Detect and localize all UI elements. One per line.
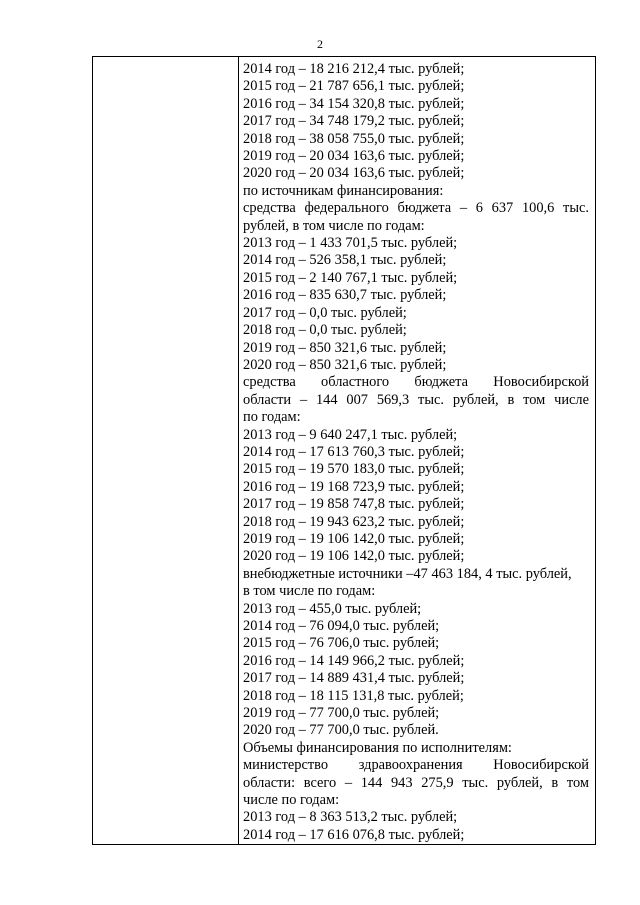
table-left-cell [93, 57, 239, 844]
extrabudget-year-line: 2017 год – 14 889 431,4 тыс. рублей; [243, 670, 465, 687]
regional-year-line: 2019 год – 19 106 142,0 тыс. рублей; [243, 530, 465, 547]
regional-budget-line: средства областного бюджета Новосибирской [243, 374, 589, 391]
page-number: 2 [317, 37, 323, 51]
year-line: 2015 год – 21 787 656,1 тыс. рублей; [243, 78, 465, 95]
year-line: 2018 год – 38 058 755,0 тыс. рублей; [243, 130, 465, 147]
federal-budget-line: рублей, в том числе по годам: [243, 217, 425, 234]
extrabudget-year-line: 2013 год – 455,0 тыс. рублей; [243, 600, 422, 617]
regional-year-line: 2015 год – 19 570 183,0 тыс. рублей; [243, 461, 465, 478]
federal-year-line: 2016 год – 835 630,7 тыс. рублей; [243, 287, 447, 304]
regional-year-line: 2014 год – 17 613 760,3 тыс. рублей; [243, 443, 465, 460]
federal-year-line: 2018 год – 0,0 тыс. рублей; [243, 322, 407, 339]
extrabudget-line: в том числе по годам: [243, 583, 376, 600]
federal-year-line: 2019 год – 850 321,6 тыс. рублей; [243, 339, 447, 356]
regional-year-line: 2016 год – 19 168 723,9 тыс. рублей; [243, 478, 465, 495]
year-line: 2014 год – 18 216 212,4 тыс. рублей; [243, 61, 465, 77]
federal-year-line: 2020 год – 850 321,6 тыс. рублей; [243, 356, 447, 373]
table-right-cell [243, 61, 589, 844]
federal-year-line: 2014 год – 526 358,1 тыс. рублей; [243, 252, 447, 269]
sources-heading: по источникам финансирования: [243, 182, 444, 199]
extrabudget-year-line: 2018 год – 18 115 131,8 тыс. рублей; [243, 687, 464, 704]
year-line: 2017 год – 34 748 179,2 тыс. рублей; [243, 113, 465, 130]
ministry-line: области: всего – 144 943 275,9 тыс. рублей, в том [243, 774, 589, 791]
extrabudget-year-line: 2016 год – 14 149 966,2 тыс. рублей; [243, 652, 465, 669]
regional-budget-line: области – 144 007 569,3 тыс. рублей, в том числе [243, 391, 589, 408]
ministry-line: министерство здравоохранения Новосибирской [243, 757, 589, 774]
federal-year-line: 2013 год – 1 433 701,5 тыс. рублей; [243, 235, 458, 252]
extrabudget-year-line: 2019 год – 77 700,0 тыс. рублей; [243, 705, 440, 722]
extrabudget-year-line: 2014 год – 76 094,0 тыс. рублей; [243, 618, 440, 634]
regional-year-line: 2017 год – 19 858 747,8 тыс. рублей; [243, 496, 465, 513]
regional-year-line: 2013 год – 9 640 247,1 тыс. рублей; [243, 426, 458, 443]
extrabudget-line: внебюджетные источники –47 463 184, 4 тыс. рублей, [243, 565, 572, 582]
regional-year-line: 2018 год – 19 943 623,2 тыс. рублей; [243, 513, 465, 530]
year-line: 2016 год – 34 154 320,8 тыс. рублей; [243, 95, 465, 112]
federal-year-line: 2017 год – 0,0 тыс. рублей; [243, 304, 407, 321]
federal-budget-line: средства федерального бюджета – 6 637 100,6 тыс. [243, 200, 589, 217]
extrabudget-year-line: 2020 год – 77 700,0 тыс. рублей. [243, 722, 439, 739]
extrabudget-year-line: 2015 год – 76 706,0 тыс. рублей; [243, 635, 440, 652]
regional-budget-line: по годам: [243, 409, 301, 426]
executors-heading: Объемы финансирования по исполнителям: [243, 739, 512, 756]
ministry-year-line: 2013 год – 8 363 513,2 тыс. рублей; [243, 809, 458, 826]
financing-table [92, 56, 596, 845]
ministry-year-line: 2014 год – 17 616 076,8 тыс. рублей; [243, 826, 465, 843]
regional-year-line: 2020 год – 19 106 142,0 тыс. рублей; [243, 548, 465, 565]
federal-year-line: 2015 год – 2 140 767,1 тыс. рублей; [243, 269, 458, 286]
year-line: 2020 год – 20 034 163,6 тыс. рублей; [243, 165, 465, 182]
year-line: 2019 год – 20 034 163,6 тыс. рублей; [243, 148, 465, 165]
ministry-line: числе по годам: [243, 792, 340, 809]
